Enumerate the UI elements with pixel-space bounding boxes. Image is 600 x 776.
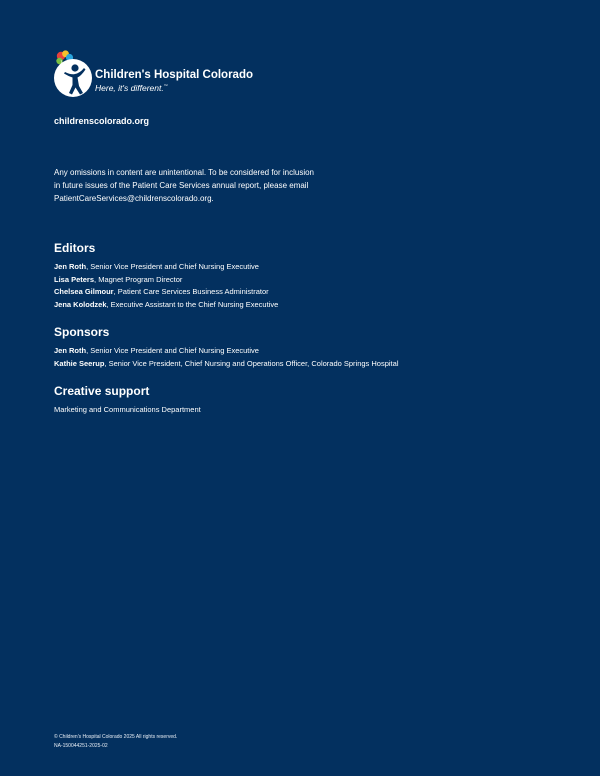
credit-name: Jen Roth (54, 346, 87, 355)
credit-name: Chelsea Gilmour (54, 287, 114, 296)
editors-heading: Editors (54, 241, 96, 255)
copyright-notice: © Children's Hospital Colorado 2025 All rights reserved. (54, 734, 178, 740)
creative-support-section (54, 384, 534, 417)
website-link[interactable]: childrenscolorado.org (54, 116, 150, 126)
credit-line (54, 358, 534, 371)
sponsors-heading: Sponsors (54, 325, 110, 339)
credit-name: Lisa Peters (54, 274, 95, 284)
editors-section (54, 241, 534, 311)
disclaimer-line: Any omissions in content are unintentional. To be considered for inclusion (54, 168, 315, 177)
credit-name: Jen Roth (54, 262, 87, 271)
credit-line (54, 261, 534, 274)
credit-line (54, 286, 534, 299)
credit-role: , Magnet Program Director (94, 274, 183, 284)
credit-name: Kathie Seerup (54, 358, 105, 368)
credit-role: , Senior Vice President and Chief Nursing Executive (86, 346, 259, 355)
credit-role: , Senior Vice President, Chief Nursing and Operations Officer, Colorado Springs Hospital (104, 358, 399, 368)
logo-tagline-text: Here, it's different. (95, 83, 164, 93)
document-code: NA-150044251-2025-02 (54, 742, 108, 749)
sponsors-section (54, 325, 534, 370)
footer (54, 733, 177, 750)
hospital-logo (53, 50, 253, 100)
logo-name: Children's Hospital Colorado (95, 69, 253, 81)
logo-mark-icon (53, 50, 95, 98)
credit-line (54, 274, 534, 287)
logo-tagline (95, 83, 168, 93)
creative-support-text: Marketing and Communications Department (54, 405, 201, 414)
credit-role: , Patient Care Services Business Administrator (113, 287, 269, 296)
credit-line (54, 299, 534, 312)
credit-role: , Executive Assistant to the Chief Nursing Executive (106, 299, 279, 309)
credit-name: Jena Kolodzek (54, 299, 107, 309)
disclaimer (54, 166, 364, 205)
disclaimer-line: in future issues of the Patient Care Services annual report, please email (54, 181, 309, 190)
logo-tagline-mark: ™ (163, 83, 168, 89)
creative-support-heading: Creative support (54, 384, 150, 398)
credit-line (54, 345, 534, 358)
credit-role: , Senior Vice President and Chief Nursing Executive (86, 262, 259, 271)
disclaimer-email[interactable]: PatientCareServices@childrenscolorado.org. (54, 194, 214, 203)
